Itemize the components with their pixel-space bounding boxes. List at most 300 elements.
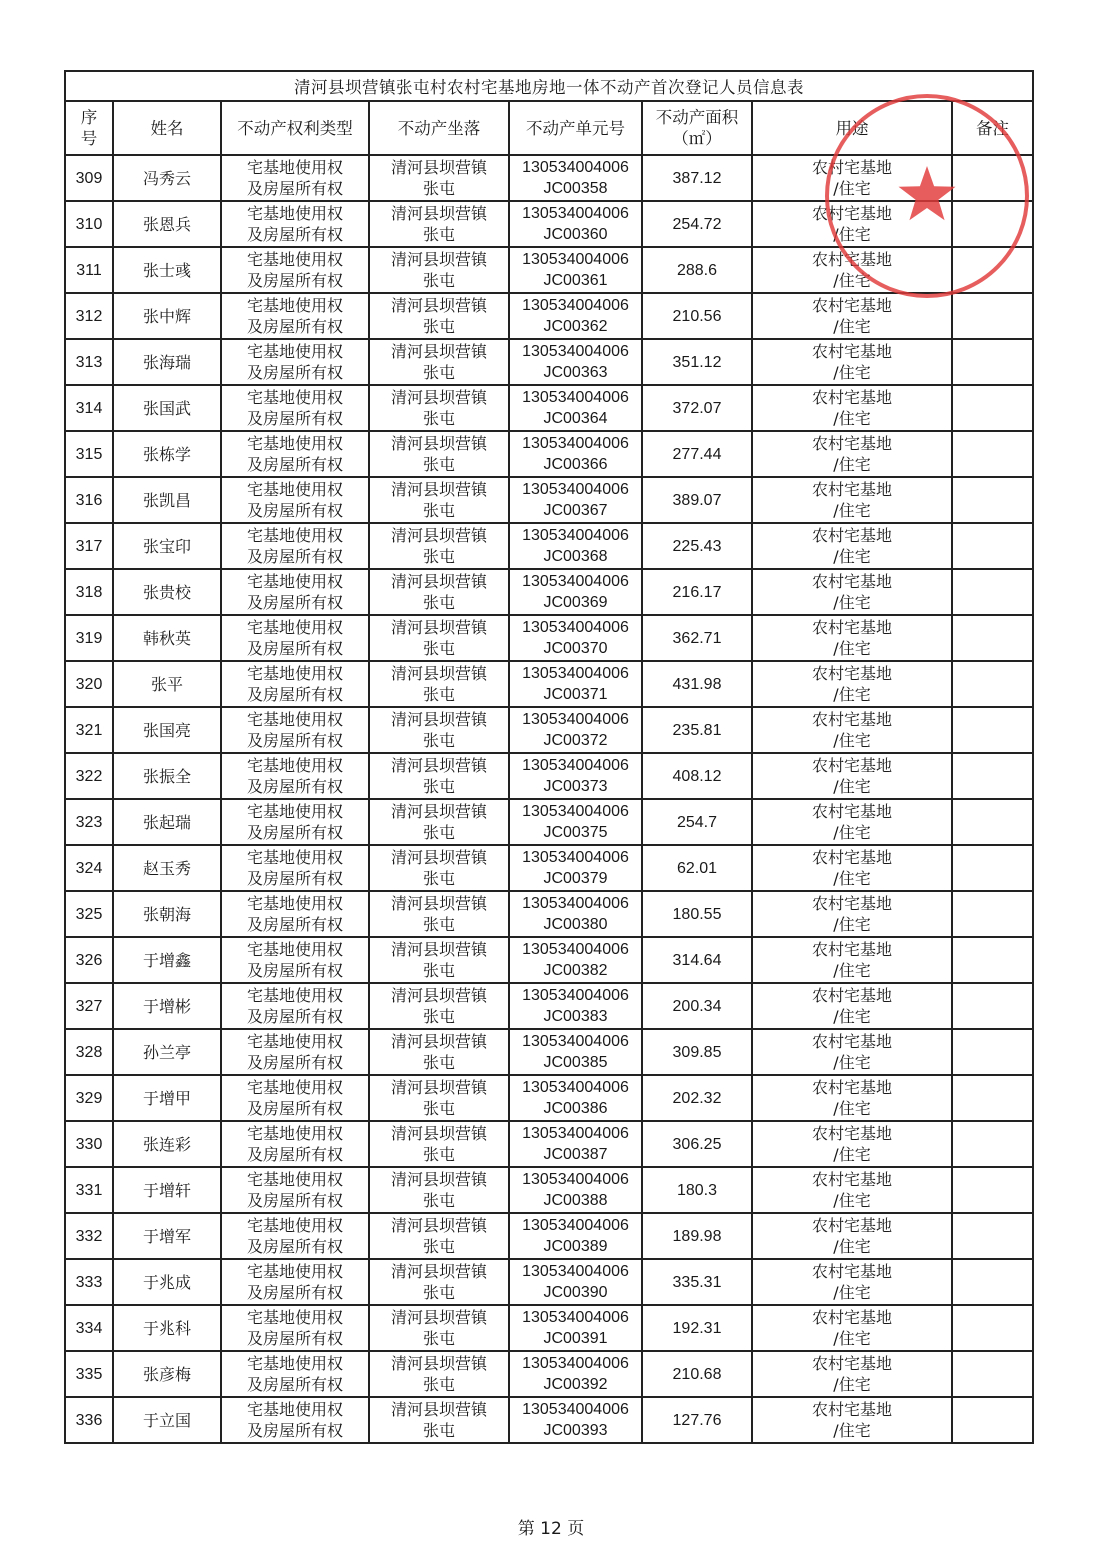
row-name: 于兆成 [113, 1259, 221, 1305]
row-unit-no [509, 155, 642, 201]
usage-line2: /住宅 [833, 593, 871, 612]
register-sheet [64, 70, 1032, 1444]
row-area: 288.6 [642, 247, 752, 293]
right-type-line2: 及房屋所有权 [246, 915, 343, 934]
right-type-line1: 宅基地使用权 [246, 618, 343, 637]
table-row [65, 293, 1033, 339]
row-remark [952, 1397, 1033, 1443]
table-row [65, 937, 1033, 983]
row-remark [952, 707, 1033, 753]
usage-line1: 农村宅基地 [811, 894, 892, 913]
table-row [65, 1397, 1033, 1443]
header-location: 不动产坐落 [369, 101, 509, 155]
row-area: 200.34 [642, 983, 752, 1029]
unit-no-suffix: JC00382 [543, 962, 608, 979]
row-seq: 310 [65, 201, 113, 247]
row-location [369, 615, 509, 661]
row-unit-no [509, 247, 642, 293]
row-unit-no [509, 1167, 642, 1213]
row-name: 张国亮 [113, 707, 221, 753]
right-type-line1: 宅基地使用权 [246, 894, 343, 913]
row-remark [952, 569, 1033, 615]
unit-no-suffix: JC00364 [543, 410, 608, 427]
row-remark [952, 615, 1033, 661]
unit-no-suffix: JC00389 [543, 1238, 608, 1255]
row-unit-no [509, 523, 642, 569]
usage-line1: 农村宅基地 [811, 204, 892, 223]
row-unit-no [509, 1029, 642, 1075]
row-right-type [221, 615, 369, 661]
row-seq: 327 [65, 983, 113, 1029]
usage-line1: 农村宅基地 [811, 756, 892, 775]
usage-line1: 农村宅基地 [811, 1354, 892, 1373]
usage-line2: /住宅 [833, 1421, 871, 1440]
usage-line1: 农村宅基地 [811, 1216, 892, 1235]
usage-line2: /住宅 [833, 1099, 871, 1118]
unit-no-prefix: 130534004006 [522, 205, 629, 222]
row-name: 于兆科 [113, 1305, 221, 1351]
usage-line1: 农村宅基地 [811, 480, 892, 499]
row-right-type [221, 293, 369, 339]
unit-no-prefix: 130534004006 [522, 1263, 629, 1280]
unit-no-suffix: JC00383 [543, 1008, 608, 1025]
right-type-line2: 及房屋所有权 [246, 225, 343, 244]
row-location [369, 1029, 509, 1075]
usage-line2: /住宅 [833, 639, 871, 658]
unit-no-suffix: JC00390 [543, 1284, 608, 1301]
right-type-line1: 宅基地使用权 [246, 1078, 343, 1097]
unit-no-prefix: 130534004006 [522, 1217, 629, 1234]
row-seq: 316 [65, 477, 113, 523]
right-type-line1: 宅基地使用权 [246, 1308, 343, 1327]
location-line1: 清河县坝营镇 [390, 1216, 487, 1235]
row-unit-no [509, 569, 642, 615]
row-area: 314.64 [642, 937, 752, 983]
row-name: 张海瑞 [113, 339, 221, 385]
usage-line2: /住宅 [833, 179, 871, 198]
row-unit-no [509, 385, 642, 431]
row-usage [752, 1029, 952, 1075]
unit-no-prefix: 130534004006 [522, 619, 629, 636]
row-area: 431.98 [642, 661, 752, 707]
right-type-line2: 及房屋所有权 [246, 1099, 343, 1118]
right-type-line1: 宅基地使用权 [246, 1170, 343, 1189]
row-unit-no [509, 799, 642, 845]
right-type-line1: 宅基地使用权 [246, 158, 343, 177]
row-unit-no [509, 983, 642, 1029]
row-remark [952, 1259, 1033, 1305]
usage-line2: /住宅 [833, 823, 871, 842]
row-area: 389.07 [642, 477, 752, 523]
row-usage [752, 385, 952, 431]
row-usage [752, 201, 952, 247]
right-type-line2: 及房屋所有权 [246, 1191, 343, 1210]
unit-no-prefix: 130534004006 [522, 159, 629, 176]
row-seq: 332 [65, 1213, 113, 1259]
row-usage [752, 477, 952, 523]
right-type-line1: 宅基地使用权 [246, 1262, 343, 1281]
usage-line2: /住宅 [833, 777, 871, 796]
location-line1: 清河县坝营镇 [390, 572, 487, 591]
right-type-line1: 宅基地使用权 [246, 756, 343, 775]
unit-no-suffix: JC00385 [543, 1054, 608, 1071]
row-name: 张中辉 [113, 293, 221, 339]
row-seq: 317 [65, 523, 113, 569]
table-row [65, 1351, 1033, 1397]
right-type-line1: 宅基地使用权 [246, 250, 343, 269]
unit-no-suffix: JC00370 [543, 640, 608, 657]
header-name: 姓名 [113, 101, 221, 155]
right-type-line2: 及房屋所有权 [246, 823, 343, 842]
unit-no-prefix: 130534004006 [522, 481, 629, 498]
row-usage [752, 155, 952, 201]
row-remark [952, 1029, 1033, 1075]
row-area: 408.12 [642, 753, 752, 799]
row-area: 387.12 [642, 155, 752, 201]
row-right-type [221, 891, 369, 937]
row-seq: 320 [65, 661, 113, 707]
usage-line1: 农村宅基地 [811, 342, 892, 361]
unit-no-suffix: JC00367 [543, 502, 608, 519]
row-usage [752, 1075, 952, 1121]
location-line2: 张屯 [422, 1145, 455, 1164]
row-usage [752, 1213, 952, 1259]
row-location [369, 569, 509, 615]
row-area: 309.85 [642, 1029, 752, 1075]
row-name: 张平 [113, 661, 221, 707]
usage-line1: 农村宅基地 [811, 572, 892, 591]
location-line1: 清河县坝营镇 [390, 342, 487, 361]
usage-line1: 农村宅基地 [811, 848, 892, 867]
location-line1: 清河县坝营镇 [390, 1354, 487, 1373]
row-usage [752, 707, 952, 753]
unit-no-prefix: 130534004006 [522, 665, 629, 682]
row-seq: 313 [65, 339, 113, 385]
unit-no-prefix: 130534004006 [522, 1171, 629, 1188]
location-line1: 清河县坝营镇 [390, 1078, 487, 1097]
row-location [369, 753, 509, 799]
row-right-type [221, 1259, 369, 1305]
right-type-line1: 宅基地使用权 [246, 664, 343, 683]
usage-line2: /住宅 [833, 731, 871, 750]
row-remark [952, 845, 1033, 891]
row-seq: 330 [65, 1121, 113, 1167]
location-line2: 张屯 [422, 317, 455, 336]
usage-line1: 农村宅基地 [811, 158, 892, 177]
usage-line2: /住宅 [833, 409, 871, 428]
table-row [65, 707, 1033, 753]
right-type-line2: 及房屋所有权 [246, 1421, 343, 1440]
unit-no-prefix: 130534004006 [522, 1401, 629, 1418]
row-area: 180.55 [642, 891, 752, 937]
row-area: 235.81 [642, 707, 752, 753]
table-row [65, 615, 1033, 661]
unit-no-prefix: 130534004006 [522, 389, 629, 406]
row-area: 372.07 [642, 385, 752, 431]
right-type-line1: 宅基地使用权 [246, 296, 343, 315]
location-line2: 张屯 [422, 1283, 455, 1302]
table-row [65, 339, 1033, 385]
right-type-line2: 及房屋所有权 [246, 455, 343, 474]
row-unit-no [509, 615, 642, 661]
row-right-type [221, 155, 369, 201]
row-usage [752, 799, 952, 845]
unit-no-prefix: 130534004006 [522, 1033, 629, 1050]
register-table [64, 70, 1034, 1444]
row-name: 张国武 [113, 385, 221, 431]
usage-line2: /住宅 [833, 547, 871, 566]
row-usage [752, 1259, 952, 1305]
usage-line1: 农村宅基地 [811, 802, 892, 821]
location-line1: 清河县坝营镇 [390, 618, 487, 637]
row-right-type [221, 799, 369, 845]
location-line1: 清河县坝营镇 [390, 1032, 487, 1051]
right-type-line2: 及房屋所有权 [246, 363, 343, 382]
row-location [369, 1213, 509, 1259]
row-right-type [221, 845, 369, 891]
usage-line2: /住宅 [833, 961, 871, 980]
location-line1: 清河县坝营镇 [390, 802, 487, 821]
table-row [65, 201, 1033, 247]
usage-line1: 农村宅基地 [811, 1170, 892, 1189]
right-type-line1: 宅基地使用权 [246, 848, 343, 867]
row-right-type [221, 523, 369, 569]
right-type-line1: 宅基地使用权 [246, 710, 343, 729]
row-seq: 319 [65, 615, 113, 661]
table-row [65, 1213, 1033, 1259]
row-unit-no [509, 201, 642, 247]
location-line1: 清河县坝营镇 [390, 250, 487, 269]
table-row [65, 477, 1033, 523]
table-row [65, 1121, 1033, 1167]
usage-line1: 农村宅基地 [811, 526, 892, 545]
row-right-type [221, 707, 369, 753]
right-type-line2: 及房屋所有权 [246, 501, 343, 520]
header-usage: 用途 [752, 101, 952, 155]
location-line1: 清河县坝营镇 [390, 1308, 487, 1327]
table-row [65, 845, 1033, 891]
unit-no-suffix: JC00362 [543, 318, 608, 335]
location-line2: 张屯 [422, 179, 455, 198]
location-line1: 清河县坝营镇 [390, 1170, 487, 1189]
row-location [369, 1075, 509, 1121]
location-line2: 张屯 [422, 1053, 455, 1072]
row-remark [952, 247, 1033, 293]
row-seq: 314 [65, 385, 113, 431]
row-right-type [221, 431, 369, 477]
row-usage [752, 247, 952, 293]
row-usage [752, 937, 952, 983]
row-area: 127.76 [642, 1397, 752, 1443]
row-location [369, 385, 509, 431]
right-type-line2: 及房屋所有权 [246, 409, 343, 428]
usage-line2: /住宅 [833, 1053, 871, 1072]
right-type-line2: 及房屋所有权 [246, 1329, 343, 1348]
location-line2: 张屯 [422, 1421, 455, 1440]
row-area: 254.72 [642, 201, 752, 247]
header-unit-no: 不动产单元号 [509, 101, 642, 155]
row-location [369, 247, 509, 293]
unit-no-prefix: 130534004006 [522, 251, 629, 268]
right-type-line1: 宅基地使用权 [246, 572, 343, 591]
usage-line1: 农村宅基地 [811, 388, 892, 407]
location-line1: 清河县坝营镇 [390, 1124, 487, 1143]
location-line2: 张屯 [422, 777, 455, 796]
usage-line2: /住宅 [833, 1237, 871, 1256]
unit-no-suffix: JC00387 [543, 1146, 608, 1163]
right-type-line2: 及房屋所有权 [246, 685, 343, 704]
row-right-type [221, 661, 369, 707]
location-line2: 张屯 [422, 455, 455, 474]
usage-line1: 农村宅基地 [811, 250, 892, 269]
header-area: 不动产面积（㎡） [642, 101, 752, 155]
row-seq: 315 [65, 431, 113, 477]
row-area: 225.43 [642, 523, 752, 569]
location-line2: 张屯 [422, 823, 455, 842]
right-type-line2: 及房屋所有权 [246, 547, 343, 566]
right-type-line2: 及房屋所有权 [246, 179, 343, 198]
row-area: 277.44 [642, 431, 752, 477]
row-location [369, 1167, 509, 1213]
row-seq: 334 [65, 1305, 113, 1351]
row-name: 于增轩 [113, 1167, 221, 1213]
location-line2: 张屯 [422, 1329, 455, 1348]
header-right-type: 不动产权利类型 [221, 101, 369, 155]
row-seq: 336 [65, 1397, 113, 1443]
row-name: 张振全 [113, 753, 221, 799]
row-seq: 312 [65, 293, 113, 339]
row-name: 张士彧 [113, 247, 221, 293]
unit-no-prefix: 130534004006 [522, 1309, 629, 1326]
row-seq: 331 [65, 1167, 113, 1213]
row-remark [952, 477, 1033, 523]
unit-no-suffix: JC00386 [543, 1100, 608, 1117]
location-line1: 清河县坝营镇 [390, 1400, 487, 1419]
row-location [369, 1305, 509, 1351]
row-remark [952, 661, 1033, 707]
unit-no-suffix: JC00393 [543, 1422, 608, 1439]
table-row [65, 799, 1033, 845]
usage-line2: /住宅 [833, 685, 871, 704]
row-area: 210.68 [642, 1351, 752, 1397]
row-usage [752, 1167, 952, 1213]
location-line1: 清河县坝营镇 [390, 388, 487, 407]
usage-line1: 农村宅基地 [811, 1032, 892, 1051]
location-line2: 张屯 [422, 501, 455, 520]
row-area: 351.12 [642, 339, 752, 385]
header-seq: 序号 [65, 101, 113, 155]
usage-line2: /住宅 [833, 271, 871, 290]
row-unit-no [509, 293, 642, 339]
row-right-type [221, 477, 369, 523]
row-location [369, 339, 509, 385]
location-line2: 张屯 [422, 593, 455, 612]
row-usage [752, 1397, 952, 1443]
row-seq: 328 [65, 1029, 113, 1075]
usage-line1: 农村宅基地 [811, 1400, 892, 1419]
row-name: 于增彬 [113, 983, 221, 1029]
row-seq: 324 [65, 845, 113, 891]
unit-no-suffix: JC00358 [543, 180, 608, 197]
table-row [65, 1259, 1033, 1305]
row-remark [952, 799, 1033, 845]
right-type-line1: 宅基地使用权 [246, 1216, 343, 1235]
row-area: 335.31 [642, 1259, 752, 1305]
unit-no-prefix: 130534004006 [522, 1079, 629, 1096]
usage-line1: 农村宅基地 [811, 664, 892, 683]
location-line1: 清河县坝营镇 [390, 480, 487, 499]
location-line2: 张屯 [422, 1375, 455, 1394]
row-unit-no [509, 1397, 642, 1443]
row-location [369, 937, 509, 983]
row-remark [952, 1305, 1033, 1351]
usage-line2: /住宅 [833, 1145, 871, 1164]
row-remark [952, 523, 1033, 569]
row-remark [952, 1075, 1033, 1121]
unit-no-prefix: 130534004006 [522, 343, 629, 360]
row-seq: 326 [65, 937, 113, 983]
unit-no-prefix: 130534004006 [522, 941, 629, 958]
right-type-line2: 及房屋所有权 [246, 271, 343, 290]
unit-no-suffix: JC00373 [543, 778, 608, 795]
row-name: 赵玉秀 [113, 845, 221, 891]
row-seq: 323 [65, 799, 113, 845]
row-name: 韩秋英 [113, 615, 221, 661]
usage-line1: 农村宅基地 [811, 1308, 892, 1327]
row-seq: 333 [65, 1259, 113, 1305]
unit-no-suffix: JC00363 [543, 364, 608, 381]
location-line2: 张屯 [422, 869, 455, 888]
location-line2: 张屯 [422, 1099, 455, 1118]
usage-line1: 农村宅基地 [811, 296, 892, 315]
right-type-line2: 及房屋所有权 [246, 869, 343, 888]
usage-line2: /住宅 [833, 1375, 871, 1394]
location-line1: 清河县坝营镇 [390, 710, 487, 729]
table-row [65, 891, 1033, 937]
row-unit-no [509, 937, 642, 983]
row-seq: 311 [65, 247, 113, 293]
right-type-line1: 宅基地使用权 [246, 526, 343, 545]
row-area: 210.56 [642, 293, 752, 339]
location-line2: 张屯 [422, 1007, 455, 1026]
table-row [65, 431, 1033, 477]
right-type-line2: 及房屋所有权 [246, 1145, 343, 1164]
row-remark [952, 293, 1033, 339]
row-usage [752, 1351, 952, 1397]
unit-no-suffix: JC00361 [543, 272, 608, 289]
row-remark [952, 937, 1033, 983]
location-line1: 清河县坝营镇 [390, 526, 487, 545]
row-remark [952, 339, 1033, 385]
location-line2: 张屯 [422, 639, 455, 658]
row-remark [952, 1167, 1033, 1213]
location-line2: 张屯 [422, 1191, 455, 1210]
table-title: 清河县坝营镇张屯村农村宅基地房地一体不动产首次登记人员信息表 [65, 71, 1033, 101]
usage-line2: /住宅 [833, 1007, 871, 1026]
row-name: 张彦梅 [113, 1351, 221, 1397]
row-remark [952, 1121, 1033, 1167]
row-name: 张贵校 [113, 569, 221, 615]
row-right-type [221, 983, 369, 1029]
row-right-type [221, 1213, 369, 1259]
location-line2: 张屯 [422, 1237, 455, 1256]
unit-no-suffix: JC00379 [543, 870, 608, 887]
table-row [65, 155, 1033, 201]
row-area: 180.3 [642, 1167, 752, 1213]
row-usage [752, 1305, 952, 1351]
row-right-type [221, 1397, 369, 1443]
right-type-line1: 宅基地使用权 [246, 204, 343, 223]
